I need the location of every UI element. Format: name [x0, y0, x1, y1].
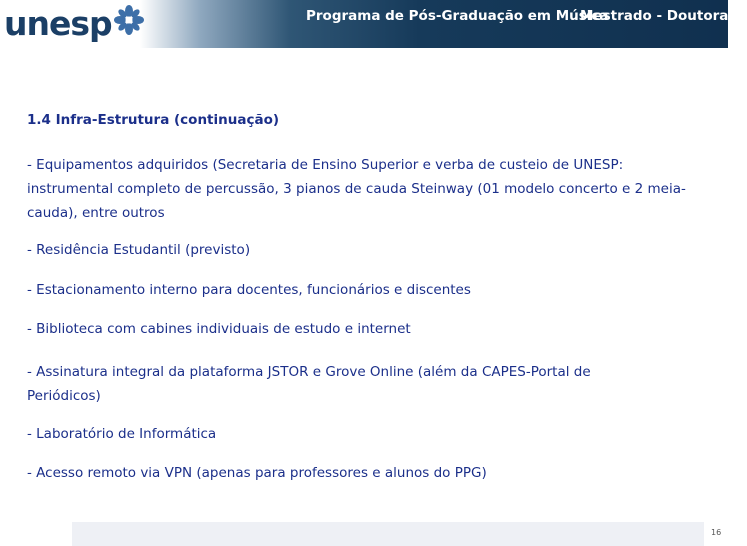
footer-bar — [72, 522, 704, 546]
logo-text: unesp — [4, 4, 112, 43]
unesp-emblem-icon — [114, 5, 144, 35]
list-item-estacionamento: - Estacionamento interno para docentes, funcionários e discentes — [27, 282, 471, 298]
page-number: 16 — [711, 528, 722, 537]
degree-title: Mestrado - Doutorado — [580, 8, 747, 24]
unesp-logo — [4, 4, 144, 44]
program-title: Programa de Pós-Graduação em Música — [306, 8, 609, 24]
list-item-biblioteca: - Biblioteca com cabines individuais de estudo e internet — [27, 321, 411, 337]
list-item-residencia: - Residência Estudantil (previsto) — [27, 242, 251, 258]
list-item-laboratorio: - Laboratório de Informática — [27, 426, 217, 442]
list-item-acesso-remoto: - Acesso remoto via VPN (apenas para professores e alunos do PPG) — [27, 465, 487, 481]
slide-title: 1.4 Infra-Estrutura (continuação) — [27, 112, 280, 128]
list-item-assinatura: - Assinatura integral da plataforma JSTOR e Grove Online (além da CAPES-Portal de Periódicos) — [27, 364, 591, 404]
list-item-equipamentos: - Equipamentos adquiridos (Secretaria de Ensino Superior e verba de custeio de UNESP: instrumental completo de percussão, 3 pianos de cauda Steinway (01 modelo concerto e 2 meia-cauda), entre outros — [27, 157, 686, 221]
header-banner — [0, 0, 747, 48]
